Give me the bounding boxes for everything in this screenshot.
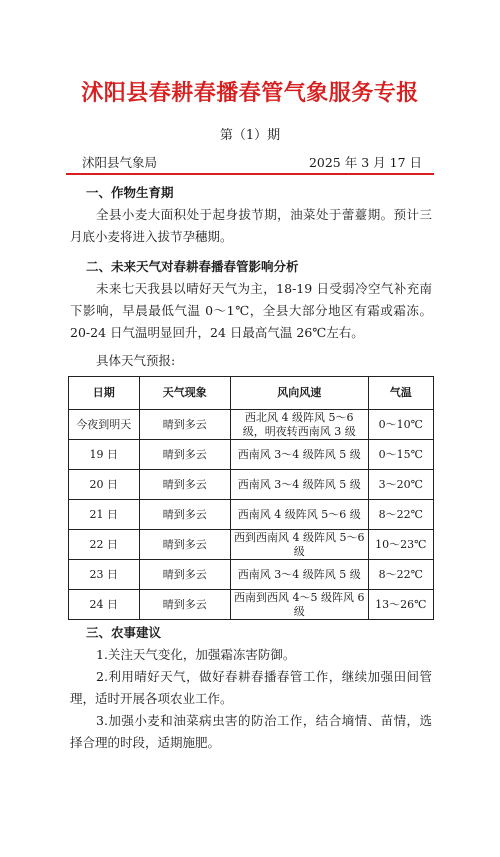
cell-wind: 西南风 4 级阵风 5～6 级	[230, 500, 368, 530]
section-heading-farming-advice: 三、农事建议	[86, 625, 162, 640]
forecast-intro: 具体天气预报:	[96, 353, 176, 368]
cell-date: 24 日	[69, 590, 140, 620]
column-header-date: 日期	[69, 377, 140, 410]
cell-temperature: 0～10℃	[368, 410, 433, 440]
cell-wind: 西南风 3～4 级阵风 5 级	[230, 470, 368, 500]
cell-weather: 晴到多云	[139, 470, 230, 500]
cell-temperature: 0～15℃	[368, 440, 433, 470]
column-header-weather: 天气现象	[139, 377, 230, 410]
cell-temperature: 3～20℃	[368, 470, 433, 500]
table-row	[69, 500, 434, 530]
cell-temperature: 10～23℃	[368, 530, 433, 560]
column-header-wind: 风向风速	[230, 377, 368, 410]
table-row	[69, 590, 434, 620]
table-row	[69, 470, 434, 500]
document-title: 沭阳县春耕春播春管气象服务专报	[81, 80, 419, 106]
cell-date: 22 日	[69, 530, 140, 560]
document-body	[70, 180, 432, 754]
table-header-row	[69, 377, 434, 410]
section-heading-crop-stage: 一、作物生育期	[86, 185, 174, 200]
cell-weather: 晴到多云	[139, 500, 230, 530]
cell-date: 20 日	[69, 470, 140, 500]
cell-weather: 晴到多云	[139, 590, 230, 620]
advice-item: 3.加强小麦和油菜病虫害的防治工作，结合墒情、苗情，选择合理的时段，适期施肥。	[70, 713, 432, 750]
issuing-organization: 沭阳县气象局	[82, 155, 158, 170]
cell-wind: 西南风 3～4 级阵风 5 级	[230, 440, 368, 470]
cell-weather: 晴到多云	[139, 530, 230, 560]
cell-temperature: 8～22℃	[368, 500, 433, 530]
cell-date: 19 日	[69, 440, 140, 470]
cell-wind: 西南风 3～4 级阵风 5 级	[230, 560, 368, 590]
table-row	[69, 410, 434, 440]
section-text-weather-analysis: 未来七天我县以晴好天气为主，18-19 日受弱冷空气补充南下影响，早晨最低气温 0～1℃，全县大部分地区有霜或霜冻。20-24 日气温明显回升，24 日最高气温 26℃左右。	[70, 281, 432, 340]
table-row	[69, 560, 434, 590]
cell-wind: 西南到西风 4～5 级阵风 6 级	[230, 590, 368, 620]
cell-weather: 晴到多云	[139, 410, 230, 440]
spacer	[70, 248, 432, 254]
cell-weather: 晴到多云	[139, 560, 230, 590]
cell-wind: 西北风 4 级阵风 5～6 级，明夜转西南风 3 级	[230, 410, 368, 440]
cell-temperature: 13～26℃	[368, 590, 433, 620]
cell-date: 23 日	[69, 560, 140, 590]
cell-date: 今夜到明天	[69, 410, 140, 440]
advice-item: 2.利用晴好天气，做好春耕春播春管工作，继续加强田间管理，适时开展各项农业工作。	[70, 669, 432, 706]
cell-temperature: 8～22℃	[368, 560, 433, 590]
table-row	[69, 530, 434, 560]
section-text-crop-stage: 全县小麦大面积处于起身拔节期，油菜处于蕾薹期。预计三月底小麦将进入拔节孕穗期。	[70, 207, 432, 244]
section-heading-weather-analysis: 二、未来天气对春耕春播春管影响分析	[86, 259, 299, 274]
cell-weather: 晴到多云	[139, 440, 230, 470]
cell-wind: 西到西南风 4 级阵风 5～6 级	[230, 530, 368, 560]
table-row	[69, 440, 434, 470]
issue-date: 2025 年 3 月 17 日	[308, 155, 422, 170]
issue-number: 第（1）期	[219, 128, 281, 143]
red-divider-line	[66, 173, 434, 175]
cell-date: 21 日	[69, 500, 140, 530]
forecast-table	[68, 376, 434, 620]
column-header-temperature: 气温	[368, 377, 433, 410]
advice-item: 1.关注天气变化，加强霜冻害防御。	[96, 647, 296, 662]
